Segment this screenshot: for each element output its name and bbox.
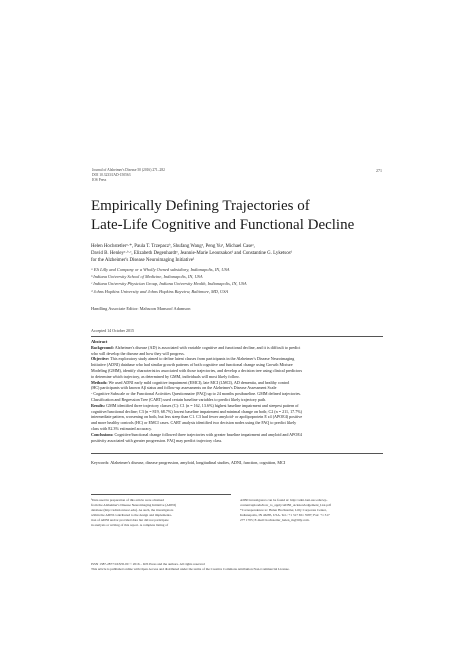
footnote-left-line: ¹Data used in preparation of this article were obtained — [91, 498, 164, 502]
footnote-left-line: in analysis or writing of this report. A complete listing of — [91, 523, 169, 528]
affiliation-d: ᵈ Johns Hopkins University and Johns Hopkins Bayview, Baltimore, MD, USA — [91, 288, 229, 294]
footnote-left-line: tion of ADNI and/or provided data but did not participate — [91, 518, 169, 523]
abstract-bottom-rule — [91, 453, 383, 454]
affiliation-a: ᵃ Eli Lilly and Company or a Wholly Owned subsidiary, Indianapolis, IN, USA — [91, 267, 230, 272]
abstract-heading: Abstract — [91, 339, 108, 344]
footnote-right-line: ADNI investigators can be found at: http://adni.loni.usc.edu/wp- — [240, 498, 328, 502]
results-text: GMM identified three trajectory classes (C): C1 (n = 162, 13.6%) highest baseline impairment and steepest pattern of — [105, 402, 299, 408]
background-text-2: who will develop the disease and how they will progress. — [91, 350, 185, 356]
background-heading: Background: — [91, 344, 114, 350]
methods-text-4: Classification and Regression Tree (CART) used certain baseline variables to predict likely trajectory path. — [91, 396, 267, 402]
results-text-2: cognitive/functional decline; C3 (n = 819, 68.7%) lowest baseline impairment and minimal change on both; C2 (n = 211, 17.7%) — [91, 408, 303, 414]
affiliations — [91, 266, 391, 295]
objective-text-4: to determine which trajectory, as determined by GMM, individuals will most likely follow. — [91, 373, 240, 379]
handling-editor: Handling Associate Editor: Mahsoon Mansoof Adamson — [91, 306, 191, 311]
issn-block — [91, 562, 383, 572]
keywords: Keywords: Alzheimer's disease, disease progression, amyloid, longitudinal studies, ADNI, function, cognition, MCI — [91, 460, 286, 465]
methods-text-2: (HC) participants with known Aβ status and follow-up assessments on the Alzheimer's Disease Assessment Scale — [91, 385, 277, 391]
footnote-left-line: within the ADNI contributed to the design and implementa- — [91, 513, 172, 518]
footnote-right-line: Indianapolis, IN 46285, USA. Tel.: +1 317 651 3587; Fax: +1 317 — [240, 513, 330, 518]
footnote-right-line: content/uploads/how_to_apply/ADNI_Acknowledgement_List.pdf — [240, 503, 331, 508]
footnote-left-line: database (http://adni.loni.usc.edu). As such, the investigators — [91, 508, 174, 513]
footnote-left — [91, 498, 231, 529]
abstract-top-rule — [91, 336, 383, 337]
conclusions-text: Cognitive/functional change followed three trajectories with greater baseline impairment and amyloid and APOE4 — [113, 431, 302, 437]
accepted-date: Accepted 14 October 2015 — [91, 328, 134, 333]
affiliation-b: ᵇ Indiana University School of Medicine, Indianapolis, IN, USA — [91, 274, 203, 280]
methods-text: We used ADNI early mild cognitive impairment (EMCI), late MCI (LMCI), AD dementia, and healthy control — [107, 379, 290, 385]
methods-heading: Methods: — [91, 379, 108, 385]
results-text-4: and more healthy controls (HC) or EMCI cases. CART analysis identified two decision nodes using the FAQ to predict likely — [91, 420, 297, 426]
authors-line-2: David B. Henleyᵃ·ᵇ·ᶜ, Elizabeth Degenhardtᵃ, Jeannie-Marie Leoutsakosᵈ and Constantine G. Lyketsosᵈ — [91, 251, 293, 257]
abstract — [91, 339, 383, 443]
results-text-5: class with 82.3% estimated accuracy. — [91, 425, 152, 431]
conclusions-text-2: positivity associated with greater progression. FAQ may predict trajectory class. — [91, 437, 223, 443]
conclusions-heading: Conclusions: — [91, 431, 114, 437]
title-line-2: Late-Life Cognitive and Functional Decline — [91, 217, 355, 233]
objective-text-3: Modeling (GMM), identify characteristics associated with those trajectories, and develop a decision tree using clinical predictors — [91, 367, 303, 373]
footnote-left-line: from the Alzheimer's Disease Neuroimaging Initiative (ADNI) — [91, 503, 176, 508]
objective-text: This exploratory study aimed to define latent classes from participants in the Alzheimer's Disease Neuroimaging — [109, 356, 295, 362]
objective-heading: Objective: — [91, 356, 110, 362]
authors-line-3: for the Alzheimer's Disease Neuroimaging Initiative¹ — [91, 258, 195, 264]
affiliation-c: ᶜ Indiana University Physician Group, Indiana University Health, Indianapolis, IN, USA — [91, 281, 247, 287]
footnote-right-line: 277 1705; E-mail: hochstetler_helen_m@lilly.com. — [240, 518, 310, 523]
correspondence: *Correspondence to: Helen Hochstetler, Lilly Corporate Center, — [240, 508, 327, 513]
objective-text-2: Initiative (ADNI) database who had similar growth patterns of both cognitive and functional change using Growth Mixture — [91, 362, 293, 368]
journal-doi: DOI 10.3233/JAD-150563 — [92, 173, 131, 177]
license-line: This article is published online with Open Access and distributed under the terms of the Creative Commons Attribution Non-Commercial License. — [91, 567, 290, 572]
background-text: Alzheimer's disease (AD) is associated with variable cognitive and functional decline, and it is difficult to predict — [113, 344, 301, 350]
journal-citation: Journal of Alzheimer's Disease 50 (2016) 271–282 — [92, 168, 165, 172]
paper-title — [91, 197, 391, 235]
footnote-rule-left — [91, 494, 231, 495]
footnote-right — [240, 498, 383, 523]
methods-text-3: - Cognitive Subscale or the Functional Activities Questionnaire (FAQ) up to 24 months postbaseline. GMM defined trajectories. — [91, 391, 302, 397]
title-line-1: Empirically Defining Trajectories of — [91, 198, 310, 214]
results-heading: Results: — [91, 402, 106, 408]
journal-header — [92, 168, 165, 183]
authors-line-1: Helen Hochstetlerᵃ·*, Paula T. Trzepaczᵇ, Shufang Wangᵃ, Peng Yuᵃ, Michael Caseᵃ, — [91, 244, 255, 249]
issn-line: ISSN 1387-2877/16/$35.00 © 2016 – IOS Press and the authors. All rights reserved — [91, 562, 205, 566]
journal-publisher: IOS Press — [92, 178, 107, 182]
page-number: 271 — [376, 168, 382, 173]
author-list — [91, 243, 391, 265]
results-text-3: intermediate pattern, worsening on both, but less steep than C1. C3 had fewer amyloid- or apolipoprotein E ε4 (APOE4) positive — [91, 414, 303, 420]
